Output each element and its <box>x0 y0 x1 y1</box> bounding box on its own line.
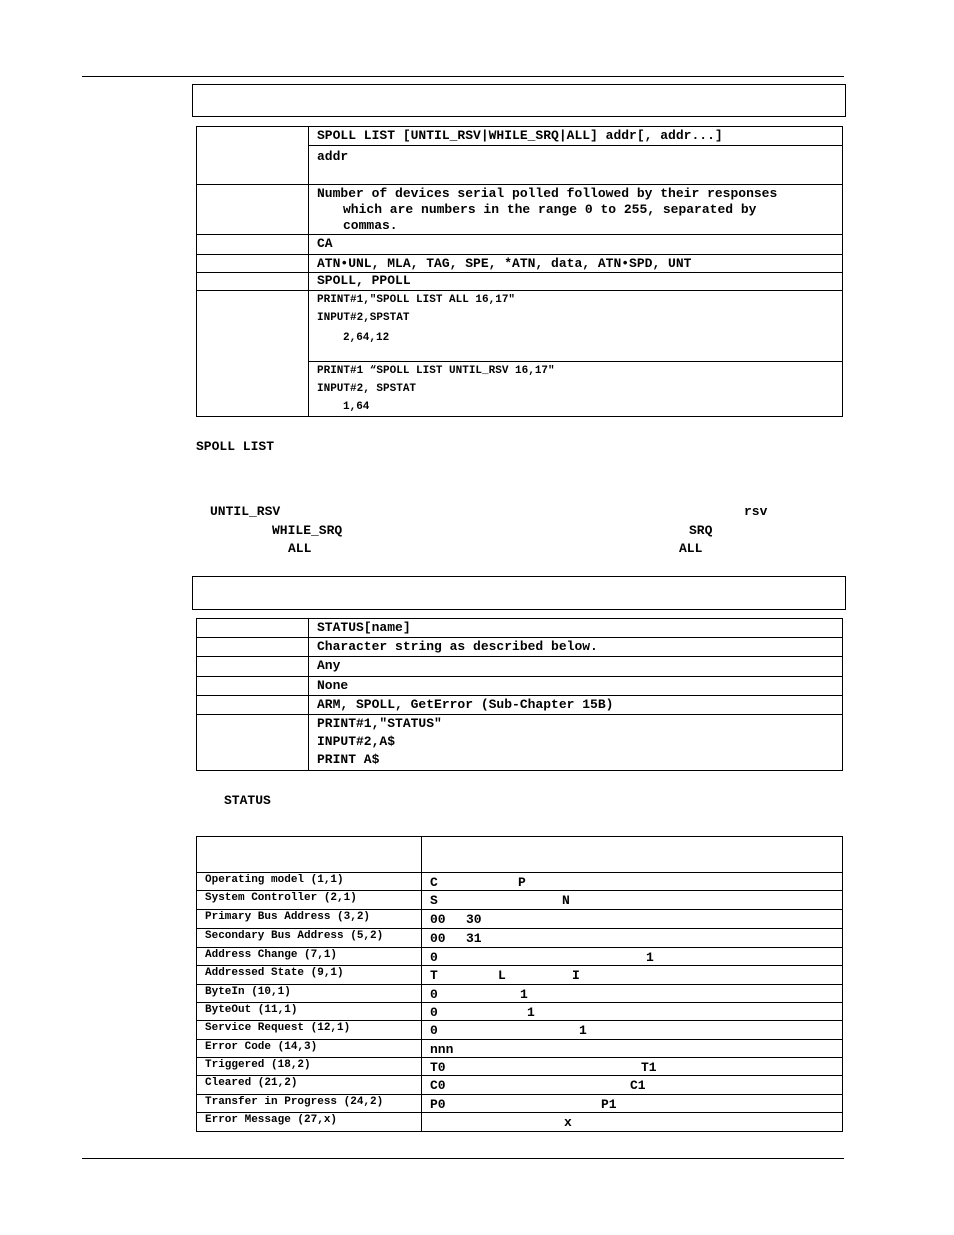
field-value: 00 <box>430 912 446 927</box>
syntax-label-cell <box>197 619 309 638</box>
status-title-box <box>192 576 846 610</box>
status-response: Character string as described below. <box>309 638 843 657</box>
until-rsv-keyword: UNTIL_RSV <box>210 504 281 519</box>
example-line: INPUT#2, SPSTAT <box>317 383 417 395</box>
syntax-label-cell <box>197 127 309 185</box>
field-value: P1 <box>601 1097 617 1112</box>
field-value-cell <box>422 873 843 891</box>
field-value: 0 <box>430 1023 438 1038</box>
field-value: 1 <box>520 987 528 1002</box>
example-label-cell <box>197 291 309 417</box>
spoll-bus-states: ATN•UNL, MLA, TAG, SPE, *ATN, data, ATN•SPD, UNT <box>309 255 843 273</box>
footer-rule <box>82 1158 844 1159</box>
field-name: Service Request (12,1) <box>197 1021 422 1040</box>
example-line: 2,64,12 <box>343 332 390 344</box>
all-keyword: ALL <box>679 541 703 556</box>
spoll-command-table <box>196 126 843 417</box>
field-value: L <box>498 968 506 983</box>
field-value: 0 <box>430 987 438 1002</box>
status-syntax: STATUS[name] <box>309 619 843 638</box>
field-value-cell <box>422 1021 843 1040</box>
field-value: T1 <box>641 1060 657 1075</box>
field-name: Primary Bus Address (3,2) <box>197 910 422 929</box>
spoll-response-line: Number of devices serial polled followed by their responses <box>317 186 778 201</box>
table-row <box>197 1113 843 1132</box>
field-value: nnn <box>430 1042 454 1057</box>
field-value: T <box>430 968 438 983</box>
spoll-related: SPOLL, PPOLL <box>309 273 843 291</box>
field-name: Triggered (18,2) <box>197 1058 422 1076</box>
rsv-keyword: rsv <box>744 504 768 519</box>
field-value-cell <box>422 929 843 948</box>
field-name: ByteOut (11,1) <box>197 1003 422 1021</box>
example-label-cell <box>197 715 309 771</box>
field-value: 1 <box>527 1005 535 1020</box>
field-name: Secondary Bus Address (5,2) <box>197 929 422 948</box>
status-heading: STATUS <box>224 793 271 808</box>
related-label-cell <box>197 273 309 291</box>
example-line: PRINT A$ <box>317 752 380 767</box>
field-value-cell <box>422 985 843 1003</box>
related-label-cell <box>197 696 309 715</box>
field-value-cell <box>422 966 843 985</box>
field-value: C <box>430 875 438 890</box>
spoll-example-1 <box>309 291 843 362</box>
status-mode: Any <box>309 657 843 677</box>
field-value: 30 <box>466 912 482 927</box>
bus-states-label-cell <box>197 255 309 273</box>
table-row <box>197 1095 843 1113</box>
field-value-cell <box>422 1003 843 1021</box>
field-name: Error Code (14,3) <box>197 1040 422 1058</box>
spoll-mode: CA <box>309 235 843 255</box>
status-bus-states: None <box>309 677 843 696</box>
field-value: I <box>572 968 580 983</box>
field-name: Cleared (21,2) <box>197 1076 422 1095</box>
spoll-example-2 <box>309 362 843 417</box>
field-value-cell <box>422 910 843 929</box>
field-value: C1 <box>630 1078 646 1093</box>
field-value-cell <box>422 948 843 966</box>
value-header-cell <box>422 837 843 873</box>
field-value-cell <box>422 1058 843 1076</box>
field-value: x <box>564 1115 572 1130</box>
srq-keyword: SRQ <box>689 523 713 538</box>
mode-label-cell <box>197 235 309 255</box>
field-value: 00 <box>430 931 446 946</box>
table-row <box>197 873 843 891</box>
spoll-syntax: SPOLL LIST [UNTIL_RSV|WHILE_SRQ|ALL] addr[, addr...] <box>309 127 843 146</box>
field-value-cell <box>422 1113 843 1132</box>
field-name: System Controller (2,1) <box>197 891 422 910</box>
spoll-heading: SPOLL LIST <box>196 439 275 454</box>
table-row <box>197 910 843 929</box>
field-value: 1 <box>646 950 654 965</box>
field-value: 31 <box>466 931 482 946</box>
response-label-cell <box>197 185 309 235</box>
table-row <box>197 1040 843 1058</box>
field-value: C0 <box>430 1078 446 1093</box>
field-value: P <box>518 875 526 890</box>
field-header-cell <box>197 837 422 873</box>
response-label-cell <box>197 638 309 657</box>
field-name: Addressed State (9,1) <box>197 966 422 985</box>
field-value: 1 <box>579 1023 587 1038</box>
status-command-table <box>196 618 843 771</box>
spoll-response <box>309 185 843 235</box>
table-row <box>197 966 843 985</box>
while-srq-keyword: WHILE_SRQ <box>272 523 343 538</box>
field-name: Transfer in Progress (24,2) <box>197 1095 422 1113</box>
bus-states-label-cell <box>197 677 309 696</box>
example-line: PRINT#1,"SPOLL LIST ALL 16,17" <box>317 294 516 306</box>
spoll-title-box <box>192 84 846 117</box>
spoll-param: addr <box>309 146 843 185</box>
field-value-cell <box>422 1095 843 1113</box>
example-line: INPUT#2,A$ <box>317 734 396 749</box>
field-value-cell <box>422 1040 843 1058</box>
table-row <box>197 1021 843 1040</box>
table-row <box>197 948 843 966</box>
status-example <box>309 715 843 771</box>
field-name: Error Message (27,x) <box>197 1113 422 1132</box>
field-value: 0 <box>430 950 438 965</box>
example-line: PRINT#1 “SPOLL LIST UNTIL_RSV 16,17" <box>317 365 555 377</box>
field-name: Address Change (7,1) <box>197 948 422 966</box>
table-row <box>197 1003 843 1021</box>
spoll-response-line: commas. <box>343 218 398 233</box>
example-line: INPUT#2,SPSTAT <box>317 312 410 324</box>
header-rule <box>82 76 844 77</box>
field-name: Operating model (1,1) <box>197 873 422 891</box>
table-row <box>197 1076 843 1095</box>
status-fields-table <box>196 836 843 1132</box>
table-row <box>197 929 843 948</box>
field-name: ByteIn (10,1) <box>197 985 422 1003</box>
field-value-cell <box>422 891 843 910</box>
table-row <box>197 891 843 910</box>
status-related: ARM, SPOLL, GetError (Sub-Chapter 15B) <box>309 696 843 715</box>
example-line: PRINT#1,"STATUS" <box>317 716 442 731</box>
field-value: T0 <box>430 1060 446 1075</box>
all-keyword: ALL <box>288 541 312 556</box>
table-row <box>197 1058 843 1076</box>
field-value: S <box>430 893 438 908</box>
spoll-response-line: which are numbers in the range 0 to 255, separated by <box>343 202 757 217</box>
table-row <box>197 985 843 1003</box>
mode-label-cell <box>197 657 309 677</box>
field-value: P0 <box>430 1097 446 1112</box>
field-value: 0 <box>430 1005 438 1020</box>
example-line: 1,64 <box>343 401 370 413</box>
field-value-cell <box>422 1076 843 1095</box>
field-value: N <box>562 893 570 908</box>
